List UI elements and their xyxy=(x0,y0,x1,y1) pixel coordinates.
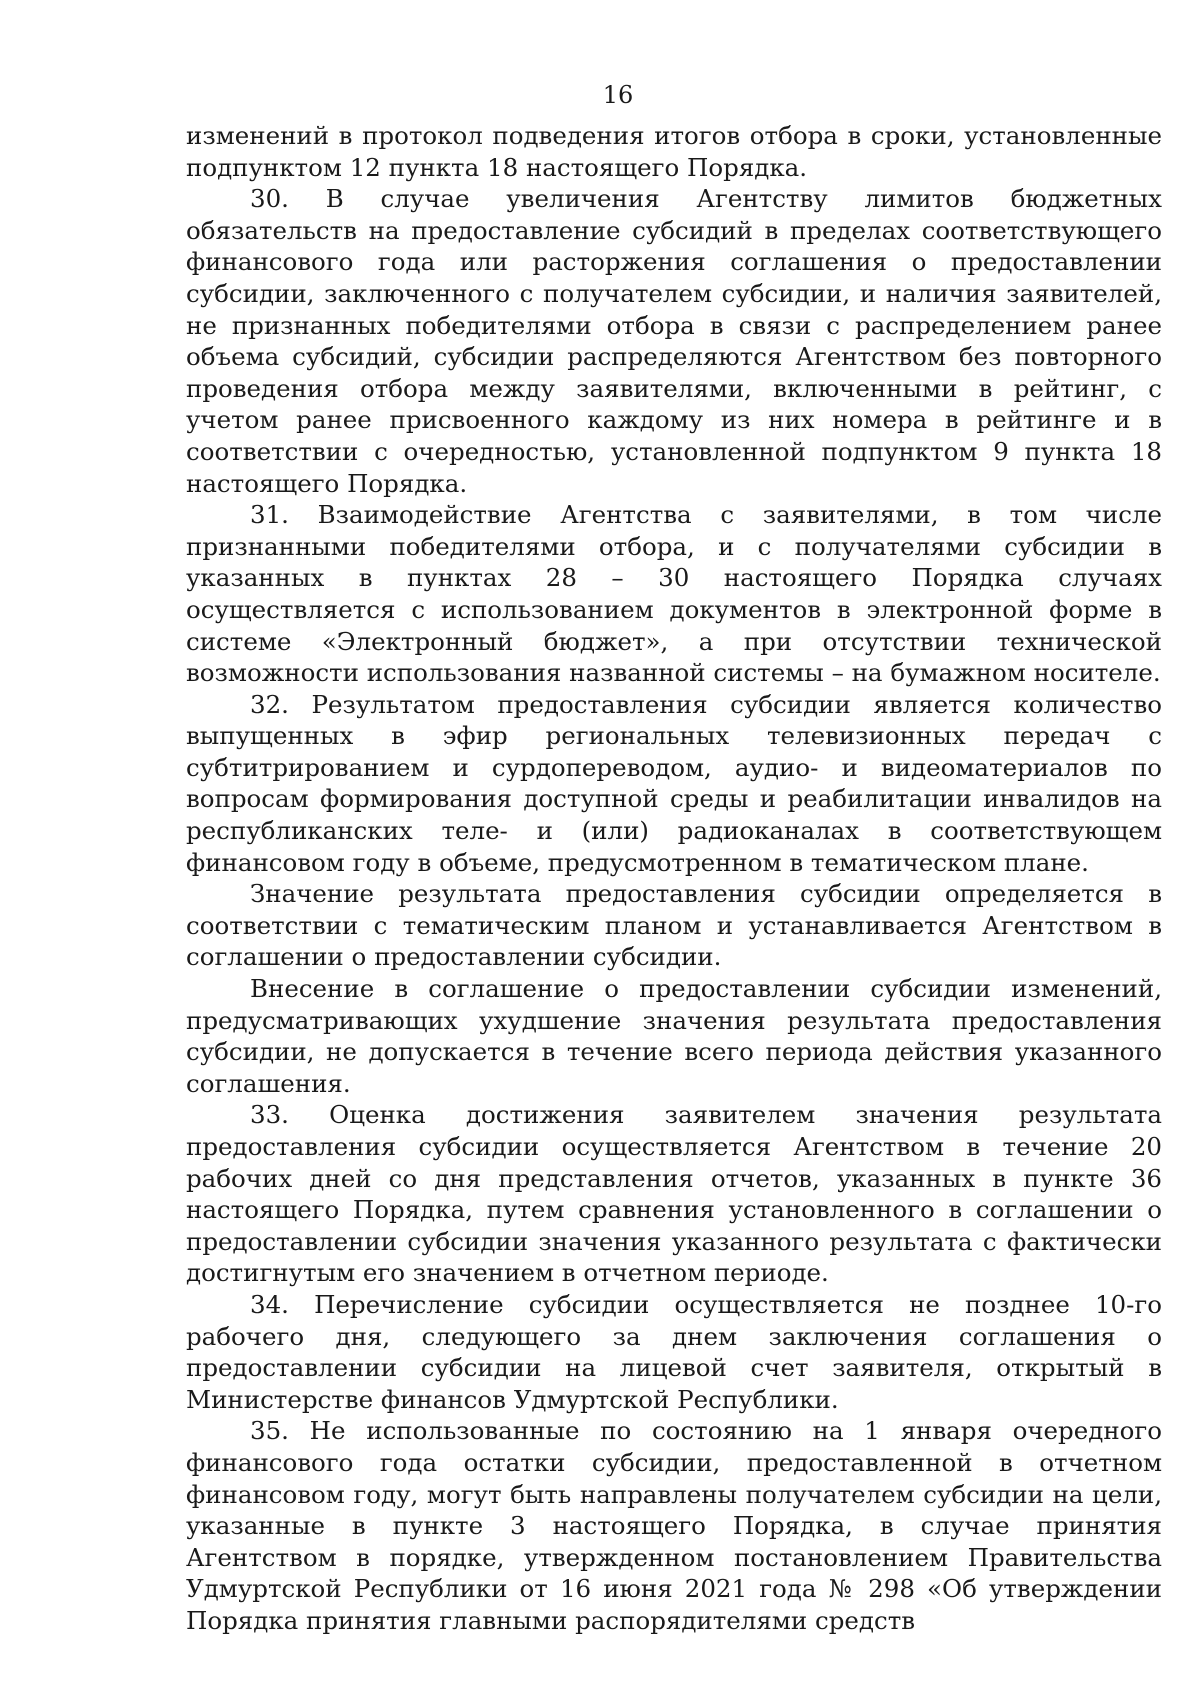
paragraph-32-result-value: Значение результата предоставления субсидии определяется в соответствии с тематическим планом и устанавливается Агентством в соглашении о предоставлении субсидии. xyxy=(186,879,1162,972)
paragraph-32: 32. Результатом предоставления субсидии является количество выпущенных в эфир региональных телевизионных передач с субтитрированием и сурдопереводом, аудио- и видеоматериалов по вопросам формирования доступной среды и реабилитации инвалидов на республиканских теле- и (или) радиоканалах в соответствующем финансовом году в объеме, предусмотренном в тематическом плане. xyxy=(186,689,1162,877)
paragraph-33: 33. Оценка достижения заявителем значения результата предоставления субсидии осуществляется Агентством в течение 20 рабочих дней со дня представления отчетов, указанных в пункте 36 настоящего Порядка, путем сравнения установленного в соглашении о предоставлении субсидии значения указанного результата с фактически достигнутым его значением в отчетном периоде. xyxy=(186,1100,1162,1288)
paragraph-32-agreement-changes: Внесение в соглашение о предоставлении субсидии изменений, предусматривающих ухудшение значения результата предоставления субсидии, не допускается в течение всего периода действия указанного соглашения. xyxy=(186,974,1162,1098)
paragraph-31: 31. Взаимодействие Агентства с заявителями, в том числе признанными победителями отбора, и с получателями субсидии в указанных в пунктах 28 – 30 настоящего Порядка случаях осуществляется с использованием документов в электронной форме в системе «Электронный бюджет», а при отсутствии технической возможности использования названной системы – на бумажном носителе. xyxy=(186,500,1162,688)
paragraph-34: 34. Перечисление субсидии осуществляется не позднее 10-го рабочего дня, следующего за днем заключения соглашения о предоставлении субсидии на лицевой счет заявителя, открытый в Министерстве финансов Удмуртской Республики. xyxy=(186,1289,1162,1414)
paragraph-continuation: изменений в протокол подведения итогов отбора в сроки, установленные подпунктом 12 пункта 18 настоящего Порядка. xyxy=(186,121,1162,182)
page-number: 16 xyxy=(602,81,634,109)
document-body xyxy=(186,120,1162,1637)
paragraph-30: 30. В случае увеличения Агентству лимитов бюджетных обязательств на предоставление субсидий в пределах соответствующего финансового года или расторжения соглашения о предоставлении субсидии, заключенного с получателем субсидии, и наличия заявителей, не признанных победителями отбора в связи с распределением ранее объема субсидий, субсидии распределяются Агентством без повторного проведения отбора между заявителями, включенными в рейтинг, с учетом ранее присвоенного каждому из них номера в рейтинге и в соответствии с очередностью, установленной подпунктом 9 пункта 18 настоящего Порядка. xyxy=(186,184,1162,498)
paragraph-35: 35. Не использованные по состоянию на 1 января очередного финансового года остатки субсидии, предоставленной в отчетном финансовом году, могут быть направлены получателем субсидии на цели, указанные в пункте 3 настоящего Порядка, в случае принятия Агентством в порядке, утвержденном постановлением Правительства Удмуртской Республики от 16 июня 2021 года № 298 «Об утверждении Порядка принятия главными распорядителями средств xyxy=(186,1416,1162,1635)
